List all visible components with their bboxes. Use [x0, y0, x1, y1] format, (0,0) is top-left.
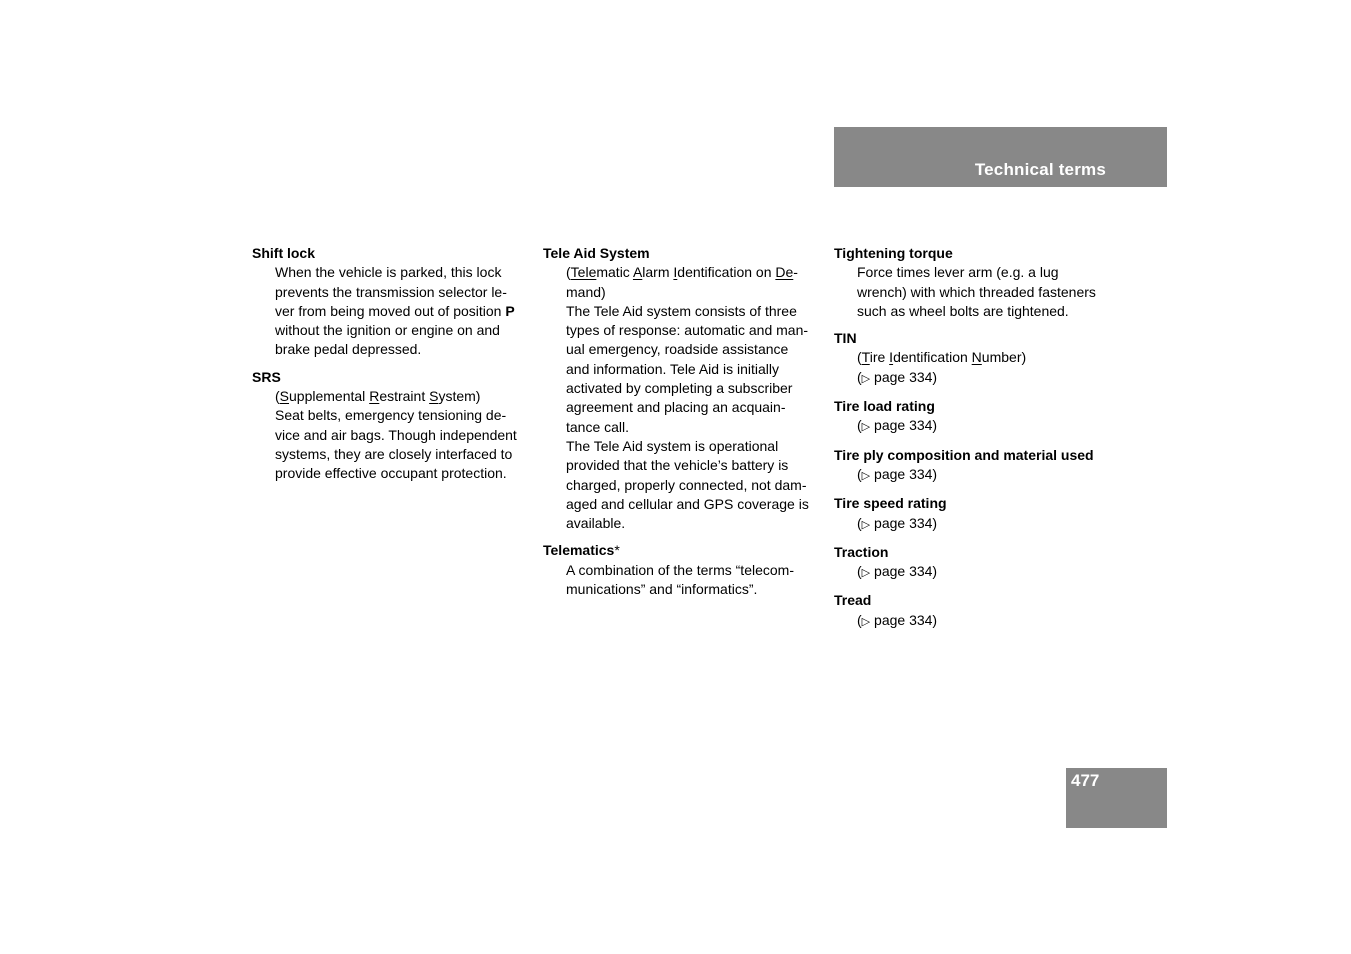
term-definition: Force times lever arm (e.g. a lug wrench) with which threaded fasteners such as wheel bolts are tightened. [857, 264, 1096, 319]
term-title: Tread [834, 592, 872, 609]
term-title: Tire load rating [834, 398, 935, 415]
column-3 [834, 244, 1124, 640]
term-title: Tire speed rating [834, 495, 947, 512]
triangle-right-icon: ▷ [861, 421, 871, 434]
entry-tin [834, 329, 1124, 389]
srs-expansion: (Supplemental Restraint System) [275, 388, 481, 405]
triangle-right-icon: ▷ [861, 372, 871, 385]
term-title: Tele Aid System [543, 245, 650, 261]
entry-tightening-torque [834, 244, 1124, 321]
term-definition [834, 465, 1124, 486]
term-definition: (Supplemental Restraint System) Seat belts, emergency tensioning de- vice and air bags. Though independent systems, they are closely interfaced to provide effective occupant protection. [252, 387, 532, 483]
term-definition [834, 514, 1124, 535]
column-1 [252, 244, 532, 492]
tele-aid-expansion: (Telematic Alarm Identification on De- [566, 264, 798, 281]
entry-tele-aid-system [543, 244, 823, 533]
page-reference[interactable]: (▷ page 334) [857, 514, 1124, 535]
triangle-right-icon: ▷ [861, 469, 871, 482]
term-definition [834, 416, 1124, 437]
column-2 [543, 244, 823, 607]
term-definition: A combination of the terms “telecom- munications” and “informatics”. [566, 561, 794, 598]
term-definition [834, 562, 1124, 583]
position-p: P [505, 302, 515, 319]
term-definition: When the vehicle is parked, this lock prevents the transmission selector le- ver from being moved out of position P without the ignition or engine on and brake pedal depressed. [275, 264, 515, 358]
entry-traction [834, 543, 1124, 584]
term-title: TIN [834, 330, 857, 347]
triangle-right-icon: ▷ [861, 615, 871, 628]
triangle-right-icon: ▷ [861, 518, 871, 531]
page-number: 477 [1071, 771, 1100, 790]
term-definition: (Telematic Alarm Identification on De- mand) The Tele Aid system consists of three types of response: automatic and man- ual emergency, roadside assistance and information. Tele Aid is initially activated by completing a subscriber agreement and placing an acquain- tance call. The Tele Aid system is operational provided that the vehicle’s battery is charged, properly connected, not dam- aged and cellular and GPS coverage is available. [543, 263, 823, 533]
term-definition [834, 348, 1124, 389]
optional-asterisk: * [614, 542, 620, 559]
term-title: Tire ply composition and material used [834, 446, 1094, 463]
triangle-right-icon: ▷ [861, 567, 871, 580]
entry-tire-ply-composition [834, 446, 1124, 487]
section-header-box [834, 127, 1167, 187]
page-reference[interactable]: (▷ page 334) [857, 368, 1124, 389]
section-title: Technical terms [974, 160, 1106, 179]
entry-shift-lock [252, 244, 532, 360]
page-reference[interactable]: (▷ page 334) [857, 465, 1124, 486]
page-number-box [1066, 768, 1167, 828]
entry-telematics [543, 541, 823, 599]
entry-tire-speed-rating [834, 494, 1124, 535]
tin-expansion: (Tire Identification Number) [857, 349, 1027, 366]
page-reference[interactable]: (▷ page 334) [857, 416, 1124, 437]
page-reference[interactable]: (▷ page 334) [857, 562, 1124, 583]
term-title: Shift lock [252, 245, 316, 261]
term-title: Telematics* [543, 542, 620, 559]
entry-tread [834, 591, 1124, 632]
page-reference[interactable]: (▷ page 334) [857, 611, 1124, 632]
term-title: Traction [834, 543, 889, 560]
entry-srs [252, 368, 532, 484]
term-title: Tightening torque [834, 245, 953, 261]
term-title: SRS [252, 368, 281, 385]
term-definition [834, 611, 1124, 632]
entry-tire-load-rating [834, 397, 1124, 438]
